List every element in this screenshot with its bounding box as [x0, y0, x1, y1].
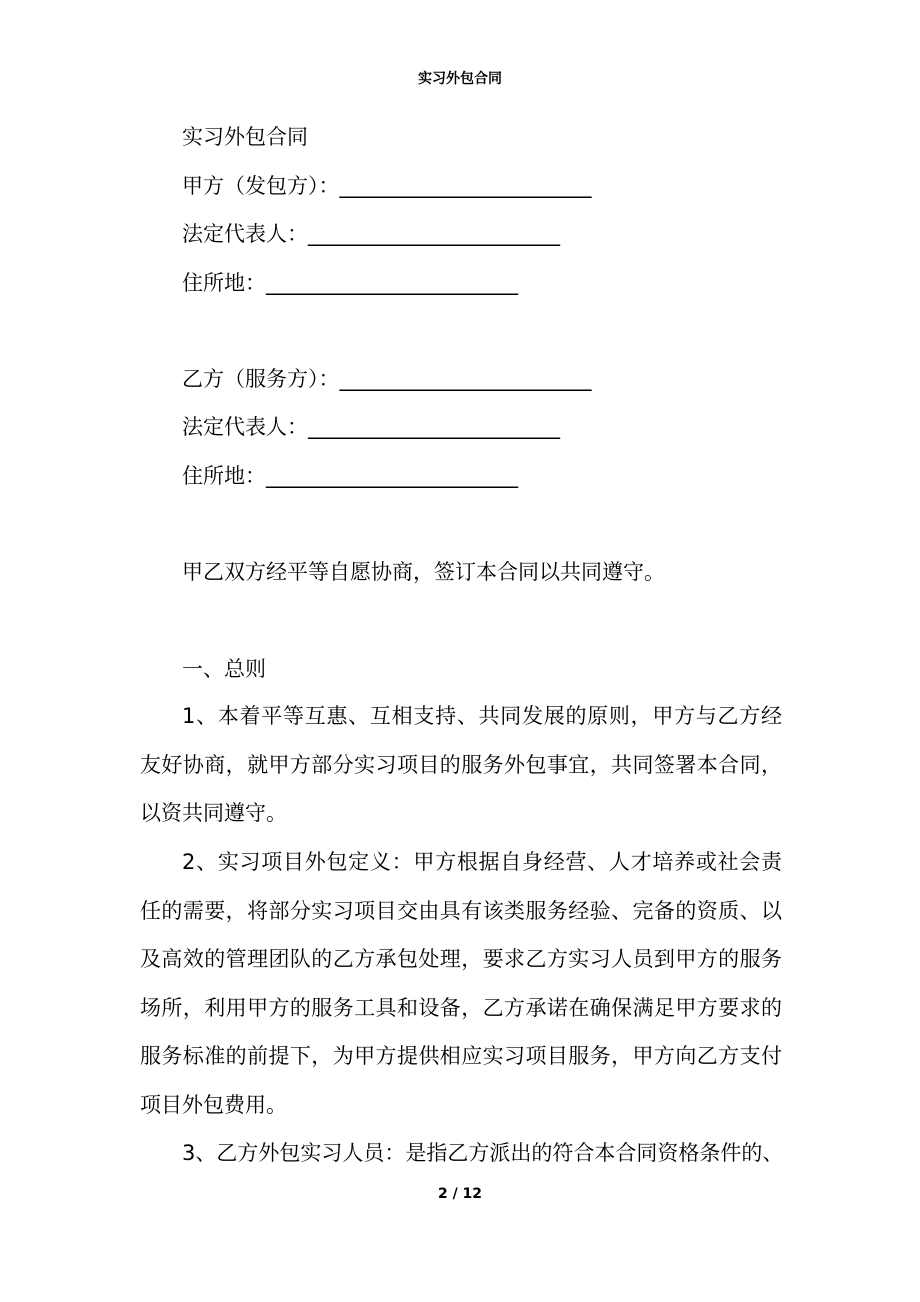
clause-1: 1、本着平等互惠、互相支持、共同发展的原则，甲方与乙方经友好协商，就甲方部分实习项目的服务外包事宜，共同签署本合同，以资共同遵守。: [140, 704, 782, 825]
party-b-name-field: 乙方（服务方）：________________________: [182, 367, 592, 391]
party-a-representative-field: 法定代表人：________________________: [182, 222, 560, 246]
party-a-address-field: 住所地：________________________: [182, 271, 518, 295]
party-a-name-field: 甲方（发包方）：________________________: [182, 174, 592, 198]
intro-paragraph: 甲乙双方经平等自愿协商，签订本合同以共同遵守。: [182, 560, 665, 584]
clause-3: 3、乙方外包实习人员：是指乙方派出的符合本合同资格条件的、: [182, 1141, 784, 1165]
clause-2: 2、实习项目外包定义：甲方根据自身经营、人才培养或社会责任的需要，将部分实习项目交由具有该类服务经验、完备的资质、以及高效的管理团队的乙方承包处理，要求乙方实习人员到甲方的服务场所，利用甲方的服务工具和设备，乙方承诺在确保满足甲方要求的服务标准的前提下，为甲方提供相应实习项目服务，甲方向乙方支付项目外包费用。: [140, 850, 782, 1117]
party-b-address-field: 住所地：________________________: [182, 464, 518, 488]
document-title: 实习外包合同: [182, 125, 308, 149]
page-header: 实习外包合同: [418, 71, 502, 87]
page-number: 2 / 12: [437, 1186, 483, 1202]
section-heading: 一、总则: [182, 657, 266, 681]
party-b-representative-field: 法定代表人：________________________: [182, 415, 560, 439]
